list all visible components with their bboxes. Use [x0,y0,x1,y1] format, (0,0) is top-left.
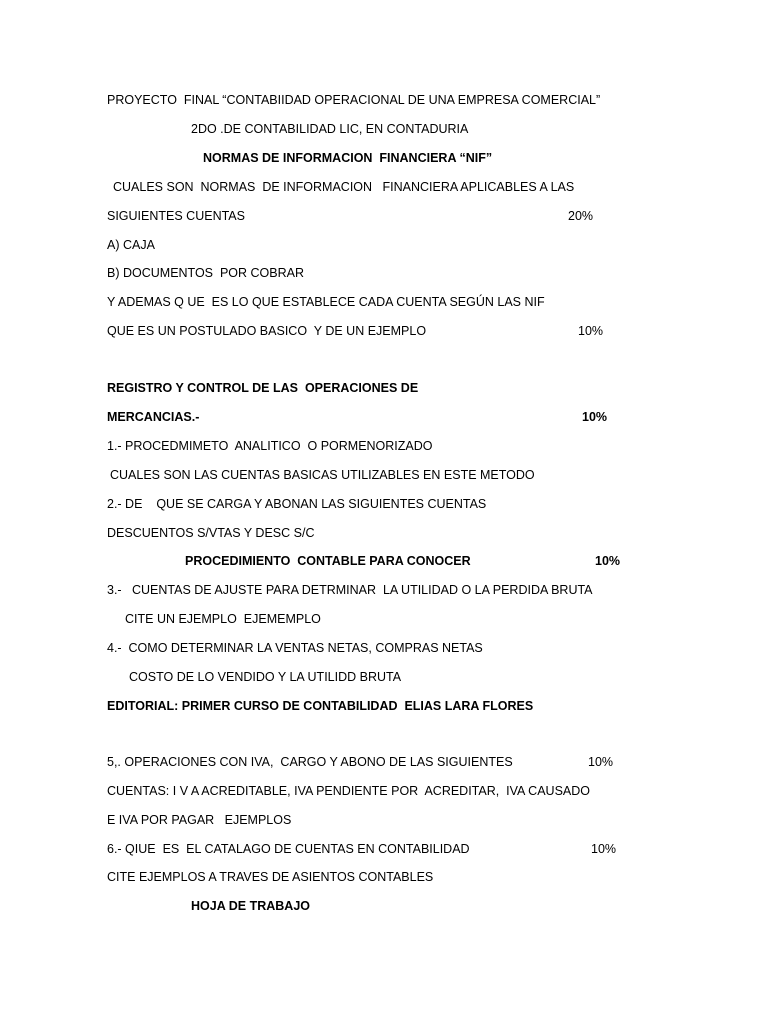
text-line: 2.- DE QUE SE CARGA Y ABONAN LAS SIGUIENTES CUENTAS [107,497,487,511]
percentage-label: 10% [588,755,614,769]
text-line: Y ADEMAS Q UE ES LO QUE ESTABLECE CADA CUENTA SEGÚN LAS NIF [107,295,545,309]
section-heading: PROCEDIMIENTO CONTABLE PARA CONOCER [185,554,471,568]
percentage-label: 10% [578,324,604,338]
section-heading: HOJA DE TRABAJO [191,899,310,913]
list-item: A) CAJA [107,238,155,252]
percentage-label: 10% [595,554,621,568]
text-line: CUALES SON LAS CUENTAS BASICAS UTILIZABLES EN ESTE METODO [110,468,535,482]
course-subtitle-line: 2DO .DE CONTABILIDAD LIC, EN CONTADURIA [191,122,469,136]
project-title-line: PROYECTO FINAL “CONTABIIDAD OPERACIONAL DE UNA EMPRESA COMERCIAL” [107,93,601,107]
text-line: CITE EJEMPLOS A TRAVES DE ASIENTOS CONTABLES [107,870,434,884]
list-item: B) DOCUMENTOS POR COBRAR [107,266,305,280]
section-heading: MERCANCIAS.- [107,410,200,424]
text-line: QUE ES UN POSTULADO BASICO Y DE UN EJEMPLO [107,324,427,338]
text-line: E IVA POR PAGAR EJEMPLOS [107,813,292,827]
nif-heading: NORMAS DE INFORMACION FINANCIERA “NIF” [203,151,493,165]
text-line: CITE UN EJEMPLO EJEMEMPLO [125,612,321,626]
text-line: CUALES SON NORMAS DE INFORMACION FINANCIERA APLICABLES A LAS [113,180,575,194]
text-line: 3.- CUENTAS DE AJUSTE PARA DETRMINAR LA UTILIDAD O LA PERDIDA BRUTA [107,583,593,597]
text-line: SIGUIENTES CUENTAS [107,209,245,223]
text-line: CUENTAS: I V A ACREDITABLE, IVA PENDIENTE POR ACREDITAR, IVA CAUSADO [107,784,590,798]
text-line: 1.- PROCEDMIMETO ANALITICO O PORMENORIZADO [107,439,433,453]
text-line: 4.- COMO DETERMINAR LA VENTAS NETAS, COMPRAS NETAS [107,641,483,655]
section-heading: REGISTRO Y CONTROL DE LAS OPERACIONES DE [107,381,419,395]
text-line: COSTO DE LO VENDIDO Y LA UTILIDD BRUTA [129,670,402,684]
text-line: 5,. OPERACIONES CON IVA, CARGO Y ABONO DE LAS SIGUIENTES [107,755,513,769]
percentage-label: 10% [591,842,617,856]
text-line: 6.- QIUE ES EL CATALAGO DE CUENTAS EN CONTABILIDAD [107,842,470,856]
percentage-label: 10% [582,410,608,424]
percentage-label: 20% [568,209,594,223]
editorial-reference: EDITORIAL: PRIMER CURSO DE CONTABILIDAD ELIAS LARA FLORES [107,699,534,713]
text-line: DESCUENTOS S/VTAS Y DESC S/C [107,526,315,540]
